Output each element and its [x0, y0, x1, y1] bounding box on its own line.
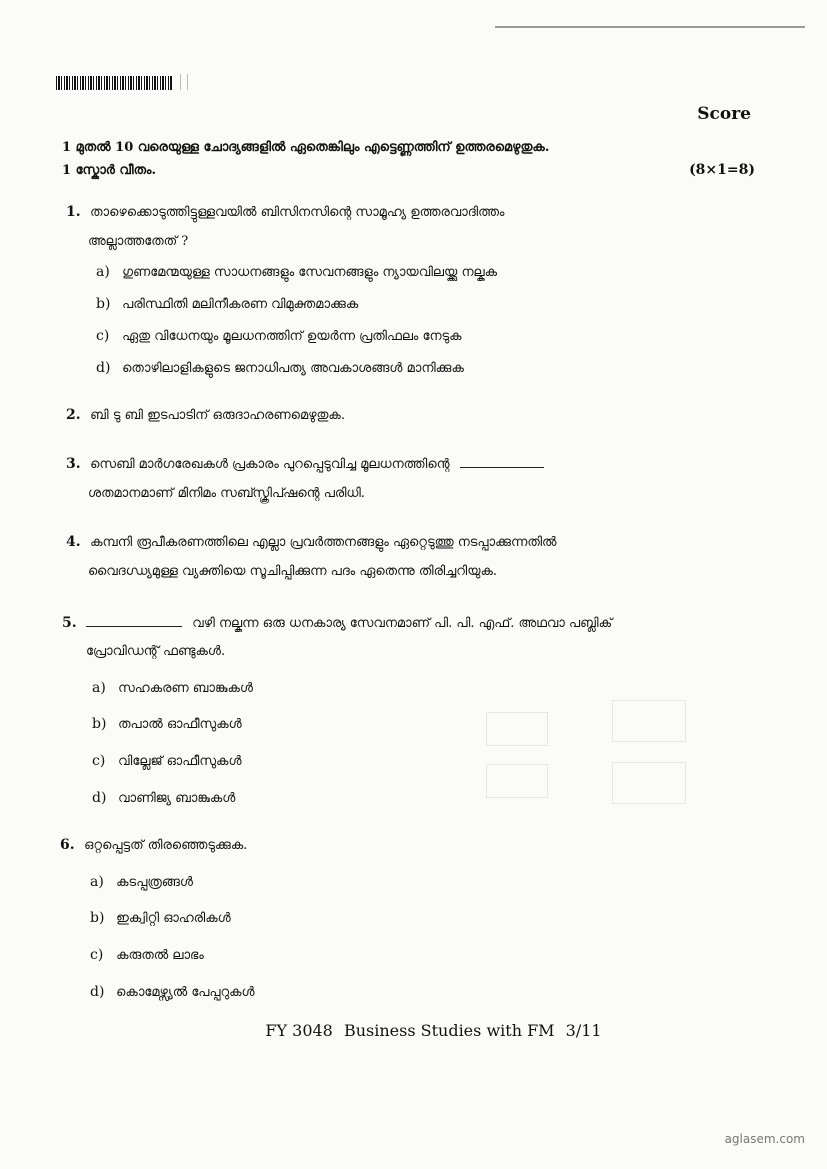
question-number: 3.	[66, 456, 81, 472]
marks-allocation: (8×1=8)	[689, 162, 755, 178]
option-letter: c)	[90, 947, 104, 963]
option-text: തപാൽ ഓഫീസുകൾ	[118, 717, 242, 732]
option-text: ഗുണമേന്മയുള്ള സാധനങ്ങളും സേവനങ്ങളും ന്യായവിലയ്ക്കു നല്കുക	[122, 265, 498, 280]
question-number: 2.	[66, 407, 81, 423]
question-text: സെബി മാർഗരേഖകൾ പ്രകാരം പുറപ്പെടുവിച്ച മൂലധനത്തിന്റെ	[90, 457, 450, 472]
option-letter: a)	[92, 680, 106, 696]
answer-blank	[86, 614, 182, 627]
option-1a	[96, 264, 497, 280]
question-3	[66, 454, 544, 475]
score-label: Score	[697, 104, 751, 124]
question-text: ഒറ്റപ്പെട്ടത് തിരഞ്ഞെടുക്കുക.	[84, 838, 248, 853]
option-1d	[96, 360, 464, 376]
question-1-line-2: അല്ലാത്തതേത് ?	[88, 234, 189, 249]
subject-name: Business Studies with FM	[343, 1021, 555, 1040]
option-5d	[92, 790, 235, 806]
bleed-through-box	[486, 712, 548, 746]
option-5c	[92, 753, 242, 769]
option-text: ഏതു വിധേനയും മൂലധനത്തിന് ഉയർന്ന പ്രതിഫലം നേടുക	[122, 329, 462, 344]
barcode	[56, 76, 172, 90]
option-letter: b)	[96, 296, 111, 312]
answer-blank	[460, 455, 544, 468]
question-text: ബി ടു ബി ഇടപാടിന് ഒരുദാഹരണമെഴുതുക.	[90, 408, 345, 423]
top-rule	[495, 26, 805, 28]
option-text: ഇക്വിറ്റി ഓഹരികൾ	[116, 911, 231, 926]
paper-code: FY 3048	[265, 1021, 333, 1040]
option-letter: b)	[90, 910, 105, 926]
page-footer	[0, 1021, 827, 1040]
instruction-line-2: 1 സ്കോർ വീതം.	[62, 163, 157, 178]
page-number: 3/11	[565, 1021, 602, 1040]
question-number: 6.	[60, 837, 75, 853]
watermark: aglasem.com	[724, 1132, 805, 1146]
option-5a	[92, 680, 253, 696]
question-2	[66, 405, 345, 426]
option-text: കരുതൽ ലാഭം	[116, 948, 204, 963]
question-6	[60, 835, 247, 856]
bleed-through-box	[612, 700, 686, 742]
option-1c	[96, 328, 462, 344]
question-5-line-2: പ്രോവിഡന്റ് ഫണ്ടുകൾ.	[86, 644, 226, 659]
barcode-mark	[180, 74, 188, 90]
bleed-through-box	[612, 762, 686, 804]
question-number: 1.	[66, 204, 81, 220]
option-6a	[90, 874, 193, 890]
question-text: കമ്പനി രൂപീകരണത്തിലെ എല്ലാ പ്രവർത്തനങ്ങളും ഏറ്റെടുത്തു നടപ്പാക്കുന്നതിൽ	[90, 535, 557, 550]
option-text: തൊഴിലാളികളുടെ ജനാധിപത്യ അവകാശങ്ങൾ മാനിക്കുക	[122, 361, 464, 376]
option-letter: d)	[90, 984, 105, 1000]
question-text: വഴി നല്കുന്ന ഒരു ധനകാര്യ സേവനമാണ് പി. പി. എഫ്. അഥവാ പബ്ലിക്	[192, 616, 613, 631]
question-number: 4.	[66, 534, 81, 550]
question-5	[62, 613, 612, 634]
option-letter: d)	[96, 360, 111, 376]
option-text: സഹകരണ ബാങ്കുകൾ	[118, 681, 253, 696]
option-6b	[90, 910, 231, 926]
question-3-line-2: ശതമാനമാണ് മിനിമം സബ്സ്ക്രിപ്ഷന്റെ പരിധി.	[88, 486, 365, 501]
option-text: വില്ലേജ് ഓഫീസുകൾ	[118, 754, 242, 769]
option-letter: b)	[92, 716, 107, 732]
option-text: കൊമേഴ്സ്യൽ പേപ്പറുകൾ	[116, 985, 255, 1000]
option-letter: d)	[92, 790, 107, 806]
bleed-through-box	[486, 764, 548, 798]
option-1b	[96, 296, 358, 312]
question-1	[66, 202, 504, 223]
question-4	[66, 532, 557, 553]
option-letter: c)	[96, 328, 110, 344]
option-text: വാണിജ്യ ബാങ്കുകൾ	[118, 791, 236, 806]
question-number: 5.	[62, 615, 77, 631]
option-6d	[90, 984, 255, 1000]
question-text: താഴെക്കൊടുത്തിട്ടുള്ളവയിൽ ബിസിനസിന്റെ സാമൂഹ്യ ഉത്തരവാദിത്തം	[90, 205, 505, 220]
option-text: കടപ്പത്രങ്ങൾ	[116, 875, 193, 890]
option-text: പരിസ്ഥിതി മലിനീകരണ വിമുക്തമാക്കുക	[122, 297, 359, 312]
instruction-line-1: 1 മുതൽ 10 വരെയുള്ള ചോദ്യങ്ങളിൽ ഏതെങ്കിലും എട്ടെണ്ണത്തിന് ഉത്തരമെഴുതുക.	[62, 140, 550, 155]
option-5b	[92, 716, 242, 732]
question-4-line-2: വൈദഗ്ധ്യമുള്ള വ്യക്തിയെ സൂചിപ്പിക്കുന്ന പദം ഏതെന്നു തിരിച്ചറിയുക.	[88, 564, 498, 579]
option-letter: a)	[96, 264, 110, 280]
option-6c	[90, 947, 204, 963]
option-letter: a)	[90, 874, 104, 890]
option-letter: c)	[92, 753, 106, 769]
